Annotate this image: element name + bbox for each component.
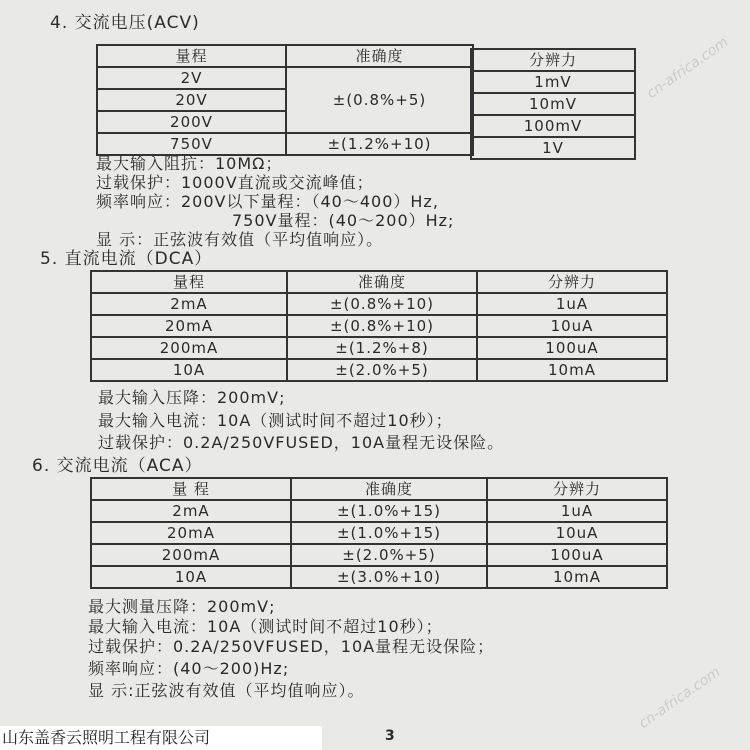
- header-range: 量程: [91, 271, 287, 293]
- table-header-row: [91, 478, 667, 500]
- accuracy-cell: ±(2.0%+5): [291, 544, 487, 566]
- resolution-cell: 100uA: [477, 337, 667, 359]
- acv-note: 最大输入阻抗：10MΩ；: [96, 154, 283, 173]
- table-header-row: [91, 271, 667, 293]
- accuracy-cell: ±(1.2%+10): [286, 133, 473, 155]
- accuracy-cell: ±(0.8%+10): [287, 315, 477, 337]
- aca-note: 最大测量压降：200mV;: [88, 597, 276, 616]
- accuracy-cell: ±(1.2%+8): [287, 337, 477, 359]
- accuracy-cell: ±(1.0%+15): [291, 522, 487, 544]
- aca-note: 过载保护：0.2A/250VFUSED，10A量程无设保险；: [88, 637, 495, 656]
- acv-spec-table: [96, 44, 474, 156]
- range-cell: 20V: [97, 89, 286, 111]
- dca-spec-table: [90, 270, 668, 382]
- resolution-cell: 1V: [471, 137, 635, 159]
- accuracy-cell: ±(3.0%+10): [291, 566, 487, 588]
- table-header-row: [97, 45, 473, 67]
- aca-note: 最大输入电流：10A（测试时间不超过10秒）；: [88, 617, 443, 636]
- range-cell: 200mA: [91, 544, 291, 566]
- acv-note: 750V量程：(40～200）Hz;: [232, 211, 455, 230]
- section-4-title: 4. 交流电压(ACV): [50, 13, 200, 33]
- accuracy-merged-cell: ±(0.8%+5): [286, 67, 473, 133]
- table-row: [91, 566, 667, 588]
- acv-note: 频率响应：200V以下量程：（40～400）Hz,: [96, 192, 439, 211]
- header-range: 量 程: [91, 478, 291, 500]
- section-5-title: 5. 直流电流（DCA）: [40, 249, 213, 269]
- watermark-text: cn-africa.com: [636, 664, 724, 732]
- range-cell: 2mA: [91, 500, 291, 522]
- range-cell: 20mA: [91, 522, 291, 544]
- resolution-cell: 100uA: [487, 544, 667, 566]
- accuracy-cell: ±(1.0%+15): [291, 500, 487, 522]
- resolution-cell: 10mV: [471, 93, 635, 115]
- resolution-cell: 1mV: [471, 71, 635, 93]
- range-cell: 10A: [91, 566, 291, 588]
- section-6-title: 6. 交流电流（ACA）: [32, 456, 203, 476]
- company-name: 山东盖香云照明工程有限公司: [0, 726, 322, 750]
- accuracy-cell: ±(2.0%+5): [287, 359, 477, 381]
- resolution-cell: 1uA: [477, 293, 667, 315]
- range-cell: 2V: [97, 67, 286, 89]
- resolution-cell: 1uA: [487, 500, 667, 522]
- table-row: [97, 67, 473, 89]
- table-row: [91, 337, 667, 359]
- resolution-cell: 10uA: [487, 522, 667, 544]
- range-cell: 200V: [97, 111, 286, 133]
- table-row: [91, 293, 667, 315]
- accuracy-cell: ±(0.8%+10): [287, 293, 477, 315]
- range-cell: 10A: [91, 359, 287, 381]
- table-row: [91, 544, 667, 566]
- header-resolution: 分辨力: [487, 478, 667, 500]
- header-range: 量程: [97, 45, 286, 67]
- table-row: [91, 359, 667, 381]
- aca-note: 显 示:正弦波有效值（平均值响应）。: [88, 681, 365, 700]
- table-row: [91, 522, 667, 544]
- resolution-cell: 100mV: [471, 115, 635, 137]
- watermark-text: cn-africa.com: [644, 34, 732, 102]
- range-cell: 200mA: [91, 337, 287, 359]
- dca-note: 过载保护：0.2A/250VFUSED，10A量程无设保险。: [98, 433, 505, 452]
- resolution-cell: 10mA: [487, 566, 667, 588]
- resolution-cell: 10mA: [477, 359, 667, 381]
- header-accuracy: 准确度: [287, 271, 477, 293]
- header-accuracy: 准确度: [291, 478, 487, 500]
- acv-resolution-table: [470, 48, 636, 160]
- aca-note: 频率响应：(40～200)Hz;: [88, 659, 290, 678]
- acv-note: 显 示：正弦波有效值（平均值响应）。: [96, 230, 384, 249]
- table-row: [91, 500, 667, 522]
- header-resolution: 分辨力: [471, 49, 635, 71]
- resolution-cell: 10uA: [477, 315, 667, 337]
- range-cell: 2mA: [91, 293, 287, 315]
- header-accuracy: 准确度: [286, 45, 473, 67]
- dca-note: 最大输入电流：10A（测试时间不超过10秒）；: [98, 411, 453, 430]
- table-row: [91, 315, 667, 337]
- acv-note: 过载保护：1000V直流或交流峰值；: [96, 173, 374, 192]
- range-cell: 20mA: [91, 315, 287, 337]
- page-number: 3: [385, 728, 395, 744]
- aca-spec-table: [90, 477, 668, 589]
- dca-note: 最大输入压降：200mV;: [98, 388, 286, 407]
- header-resolution: 分辨力: [477, 271, 667, 293]
- range-cell: 750V: [97, 133, 286, 155]
